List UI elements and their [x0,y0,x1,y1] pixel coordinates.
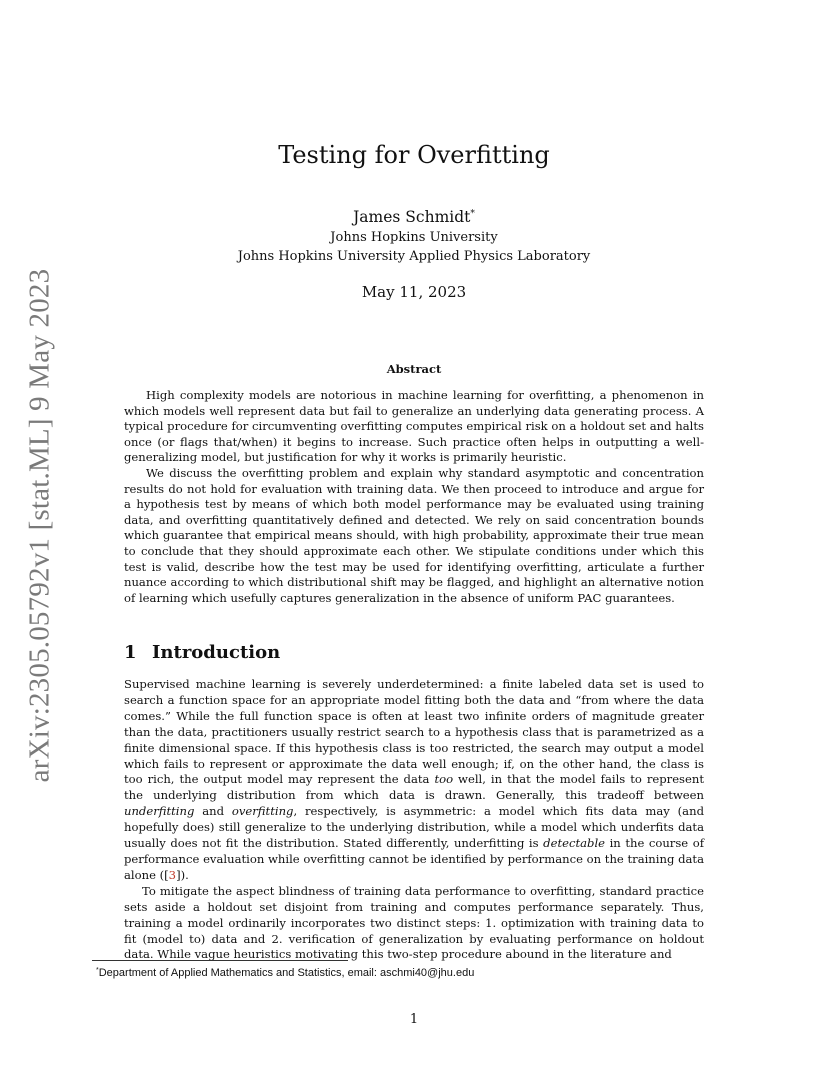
author-name-text: James Schmidt [353,208,471,226]
affiliation-1: Johns Hopkins University [330,230,498,245]
intro-p1-emphasis-too: too [434,772,454,787]
affiliation-2: Johns Hopkins University Applied Physics Laboratory [237,249,591,264]
arxiv-stamp-text: arXiv:2305.05792v1 [stat.ML] 9 May 2023 [23,268,56,782]
intro-p1-emphasis-detectable: detectable [543,836,606,851]
intro-p1-text-c: and [194,804,232,819]
abstract-paragraph-1: High complexity models are notorious in machine learning for overfitting, a phenomenon in which models well represent data but fail to generalize an underlying data generating process. A typical procedure for circumventing overfitting computes empirical risk on a holdout set and halts once (or flags that/when) it begins to increase. Such practice often helps in outputting a well-generalizing model, but justification for why it works is primarily heuristic. [124,388,704,465]
intro-paragraph-1 [124,677,704,884]
footnote-text: Department of Applied Mathematics and Statistics, email: aschmi40@jhu.edu [98,967,475,979]
citation-bracket-open: [ [164,867,169,882]
section-title: Introduction [152,642,281,663]
intro-p1-text-b: well, in that the model fails to represent the underlying distribution from which data is drawn. Generally, this tradeoff between [124,772,704,803]
page-number: 1 [409,1012,419,1027]
footnote [96,963,716,981]
intro-p1-text-a: Supervised machine learning is severely underdetermined: a finite labeled data set is used to search a function space for an appropriate model fitting both the data and “from where the data comes.” While the full function space is often at least two infinite orders of magnitude greater than the data, practitioners usually restrict search to a hypothesis class that is parametrized as a finite dimensional space. If this hypothesis class is too restricted, the search may output a model which fails to represent or approximate the data well enough; if, on the other hand, the class is too rich, the output model may represent the data [124,677,704,787]
footnote-divider [92,960,348,961]
author-footnote-marker[interactable]: * [470,209,475,219]
section-heading-introduction [124,640,280,666]
intro-paragraph-2: To mitigate the aspect blindness of training data performance to overfitting, standard practice sets aside a holdout set disjoint from training and computes performance separately. Thus, training a model ordinarily incorporates two distinct steps: 1. optimization with training data to fit (model to) data and 2. verification of generalization by evaluating performance on holdout data. While vague heuristics motivating this two-step procedure abound in the literature and [124,883,704,962]
paper-date: May 11, 2023 [361,283,467,301]
footnote-marker: * [96,967,99,974]
author-name [0,204,828,228]
introduction-body [124,677,704,963]
arxiv-stamp [23,268,57,782]
paper-title: Testing for Overfitting [278,141,550,169]
intro-p1-text-e: in the course of performance evaluation while overfitting cannot be identified by performance on the training data alone ( [124,836,704,882]
citation-link[interactable]: 3 [168,867,177,882]
citation-bracket-close: ] [176,867,181,882]
author-block [0,204,828,266]
abstract-body [124,388,704,606]
abstract-paragraph-2: We discuss the overfitting problem and explain why standard asymptotic and concentration results do not hold for evaluation with training data. We then proceed to introduce and argue for a hypothesis test by means of which both model performance may be evaluated using training data, and overfitting quantitatively defined and detected. We rely on said concentration bounds which guarantee that empirical means should, with high probability, approximate their true mean to conclude that they should approximate each other. We stipulate conditions under which this test is valid, describe how the test may be used for identifying overfitting, articulate a further nuance according to which distributional shift may be flagged, and highlight an alternative notion of learning which usefully captures generalization in the absence of uniform PAC guarantees. [124,465,704,605]
abstract-heading: Abstract [386,362,442,376]
intro-p1-emphasis-underfitting: underfitting [124,804,195,819]
intro-p1-text-d: , respectively, is asymmetric: a model which fits data may (and hopefully does) still generalize to the underlying distribution, while a model which underfits data usually does not fit the distribution. Stated differently, underfitting is [124,804,704,851]
section-number: 1 [124,642,137,663]
intro-p1-text-f: ). [180,867,189,882]
intro-p1-emphasis-overfitting: overfitting [231,804,294,819]
